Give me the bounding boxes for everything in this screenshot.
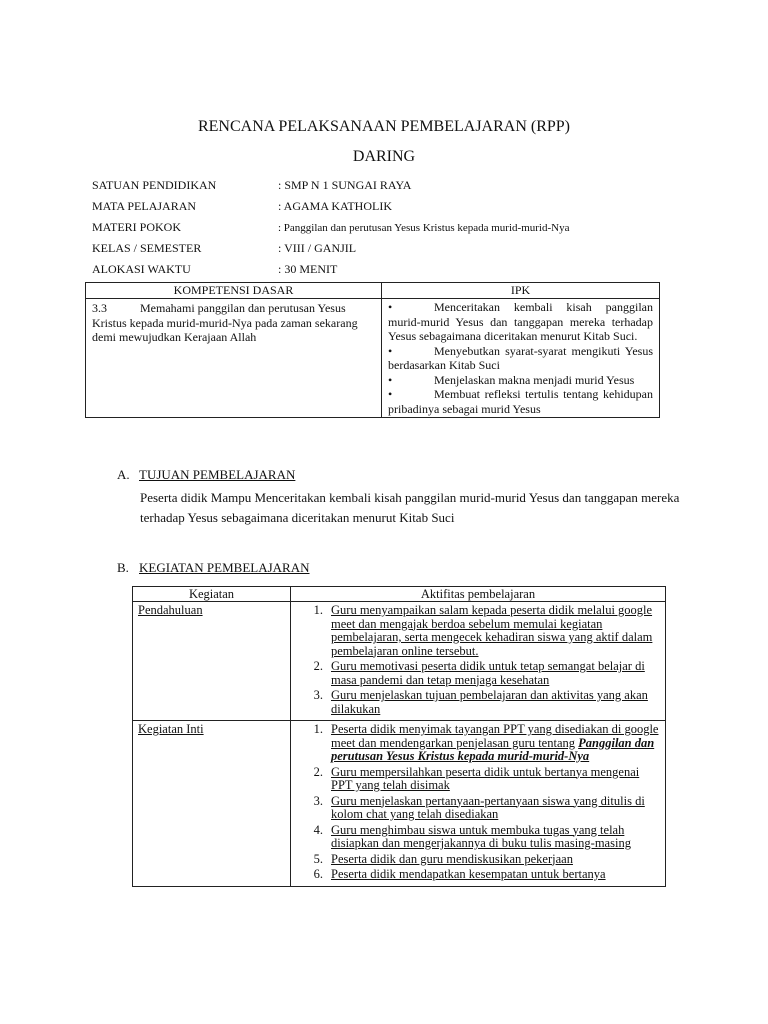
aktifitas-cell	[291, 602, 666, 721]
item-number: 6.	[313, 867, 323, 881]
item-text: Guru menjelaskan tujuan pembelajaran dan aktivitas yang akan dilakukan	[331, 688, 648, 716]
tujuan-paragraph: Peserta didik Mampu Menceritakan kembali kisah panggilan murid-murid Yesus dan tanggapan mereka terhadap Yesus sebagaimana diceritakan menurut Kitab Suci	[140, 490, 680, 525]
list-item	[295, 660, 659, 687]
item-number: 1.	[313, 722, 323, 736]
item-number: 3.	[313, 688, 323, 702]
item-number: 2.	[313, 764, 323, 779]
list-item	[295, 604, 659, 658]
item-emphasis: Panggilan dan perutusan Yesus Kristus kepada murid-murid-Nya	[331, 735, 655, 763]
kegiatan-header: Kegiatan	[133, 587, 291, 602]
kompetensi-table	[85, 282, 660, 418]
section-title: KEGIATAN PEMBELAJARAN	[139, 560, 310, 575]
item-text: Peserta didik dan guru mendiskusikan pekerjaan	[331, 851, 573, 866]
ipk-item	[388, 373, 653, 388]
meta-label: MATERI POKOK	[92, 220, 182, 234]
kd-cell	[86, 299, 382, 418]
kd-text: Memahami panggilan dan perutusan Yesus Kristus kepada murid-murid-Nya pada zaman sekarang demi mewujudkan Kerajaan Allah	[92, 301, 358, 344]
item-text: Peserta didik mendapatkan kesempatan untuk bertanya	[331, 867, 606, 881]
item-text: Guru menjelaskan pertanyaan-pertanyaan siswa yang ditulis di kolom chat yang telah disediakan	[331, 793, 645, 821]
meta-row-kelas	[92, 238, 692, 259]
item-number: 3.	[313, 793, 323, 808]
item-number: 4.	[313, 822, 323, 837]
ipk-text: • Menyebutkan syarat-syarat mengikuti Yesus berdasarkan Kitab Suci	[388, 344, 653, 373]
ipk-cell	[382, 299, 660, 418]
meta-row-alokasi	[92, 259, 692, 280]
meta-value: : 30 MENIT	[278, 262, 338, 276]
kegiatan-label: Kegiatan Inti	[133, 721, 291, 887]
meta-label: ALOKASI WAKTU	[92, 262, 191, 276]
section-a-heading	[117, 467, 295, 483]
section-letter: A.	[117, 467, 130, 482]
ipk-item	[388, 387, 653, 416]
section-title: TUJUAN PEMBELAJARAN	[139, 467, 296, 482]
list-item	[295, 689, 659, 716]
ipk-header: IPK	[382, 283, 660, 299]
meta-value: : VIII / GANJIL	[278, 241, 357, 255]
kegiatan-label: Pendahuluan	[133, 602, 291, 721]
table-row	[133, 602, 666, 721]
meta-label: SATUAN PENDIDIKAN	[92, 178, 217, 192]
ipk-item	[388, 344, 653, 373]
list-item	[295, 868, 659, 882]
section-b-heading	[117, 560, 310, 576]
meta-row-satuan	[92, 175, 692, 196]
list-item	[295, 824, 659, 851]
document-title: RENCANA PELAKSANAAN PEMBELAJARAN (RPP)	[197, 118, 571, 135]
ipk-item	[388, 300, 653, 344]
item-text: Guru memotivasi peserta didik untuk tetap semangat belajar di masa pandemi dan tetap menjaga kesehatan	[331, 659, 645, 687]
ipk-text: • Membuat refleksi tertulis tentang kehidupan pribadinya sebagai murid Yesus	[388, 387, 653, 416]
ipk-text: • Menceritakan kembali kisah panggilan murid-murid Yesus dan tanggapan mereka terhadap Yesus sebagaimana diceritakan menurut Kitab Suci.	[388, 300, 653, 343]
list-item	[295, 795, 659, 822]
kd-header: KOMPETENSI DASAR	[86, 283, 382, 299]
meta-row-mapel	[92, 196, 692, 217]
list-item	[295, 766, 659, 793]
meta-value: : Panggilan dan perutusan Yesus Kristus kepada murid-murid-Nya	[278, 221, 570, 234]
meta-value: : AGAMA KATHOLIK	[278, 199, 392, 213]
meta-label: KELAS / SEMESTER	[92, 241, 202, 255]
item-number: 2.	[313, 659, 323, 673]
section-letter: B.	[117, 560, 129, 575]
meta-value: : SMP N 1 SUNGAI RAYA	[278, 178, 412, 192]
kegiatan-table	[132, 586, 666, 887]
ipk-text: • Menjelaskan makna menjadi murid Yesus	[388, 373, 634, 387]
identity-block	[92, 175, 692, 280]
table-row	[133, 721, 666, 887]
item-number: 5.	[313, 851, 323, 866]
meta-label: MATA PELAJARAN	[92, 199, 197, 213]
item-text: Guru mempersilahkan peserta didik untuk bertanya mengenai PPT yang telah disimak	[331, 764, 640, 792]
item-text: Peserta didik menyimak tayangan PPT yang disediakan di google meet dan mendengarkan penjelasan guru tentang	[331, 722, 659, 750]
item-text: Guru menyampaikan salam kepada peserta didik melalui google meet dan mengajak berdoa sebelum memulai kegiatan pembelajaran, serta mengecek kehadiran siswa yang aktif dalam pembelajaran online tersebut.	[331, 603, 653, 658]
list-item	[295, 723, 659, 764]
document-subtitle: DARING	[352, 148, 416, 165]
list-item	[295, 853, 659, 867]
kd-number: 3.3	[92, 301, 107, 315]
aktifitas-cell	[291, 721, 666, 887]
item-number: 1.	[313, 603, 323, 617]
meta-row-materi	[92, 217, 692, 238]
item-text: Guru menghimbau siswa untuk membuka tugas yang telah disiapkan dan mengerjakannya di buku tulis masing-masing	[331, 822, 631, 850]
aktifitas-header: Aktifitas pembelajaran	[291, 587, 666, 602]
